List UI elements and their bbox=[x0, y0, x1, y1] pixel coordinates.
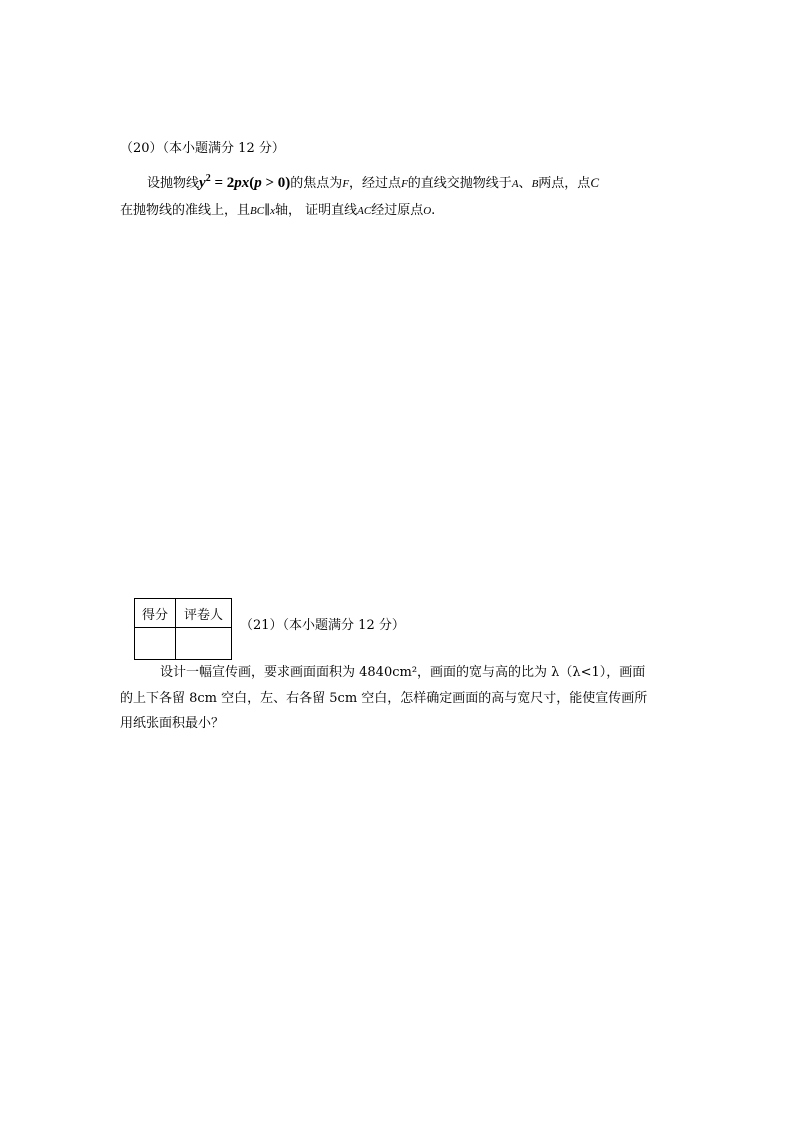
q20-text: 两点，点 bbox=[538, 176, 591, 191]
q20-text: 在抛物线的准线上，且 bbox=[120, 203, 251, 218]
q21-line-3: 用纸张面积最小？ bbox=[120, 716, 225, 731]
q20-text: ，经过点 bbox=[349, 176, 402, 191]
parabola-formula: $y^2 = 2px(p > 0)$ bbox=[199, 173, 291, 191]
grader-header: 评卷人 bbox=[176, 599, 232, 628]
grader-cell[interactable] bbox=[176, 628, 232, 660]
q20-text: 的焦点为 bbox=[290, 176, 343, 191]
q21-line-2: 的上下各留 8cm 空白，左、右各留 5cm 空白，怎样确定画面的高与宽尺寸，能使宣传画所 bbox=[120, 691, 648, 706]
q20-line-2 bbox=[120, 202, 435, 220]
segment-bc: BC bbox=[250, 205, 265, 217]
score-cell[interactable] bbox=[135, 628, 176, 660]
q20-header: （20）（本小题满分 12 分） bbox=[120, 141, 285, 156]
point-b: B bbox=[531, 178, 539, 190]
q20-text: . bbox=[431, 203, 436, 218]
parallel-symbol: ∥ bbox=[264, 203, 271, 218]
q20-text: 、 bbox=[518, 176, 532, 191]
q20-text: 设抛物线 bbox=[147, 176, 200, 191]
point-f: F bbox=[342, 178, 350, 190]
q20-line-1 bbox=[147, 170, 599, 193]
score-header: 得分 bbox=[135, 599, 176, 628]
q21-line-1: 设计一幅宣传画，要求画面面积为 4840cm²，画面的宽与高的比为 λ（λ<1），画面 bbox=[160, 665, 646, 680]
point-o: O bbox=[423, 205, 432, 217]
line-ac: AC bbox=[357, 205, 372, 217]
q20-text: 经过原点 bbox=[371, 203, 424, 218]
point-a: A bbox=[511, 178, 519, 190]
q21-header: （21）（本小题满分 12 分） bbox=[240, 618, 405, 633]
q20-text: 轴， 证明直线 bbox=[274, 203, 358, 218]
point-c: C bbox=[590, 175, 599, 190]
q20-text: 的直线交抛物线于 bbox=[407, 176, 512, 191]
point-f: F bbox=[401, 178, 408, 190]
score-table bbox=[134, 598, 232, 660]
axis-x: x bbox=[270, 205, 275, 217]
